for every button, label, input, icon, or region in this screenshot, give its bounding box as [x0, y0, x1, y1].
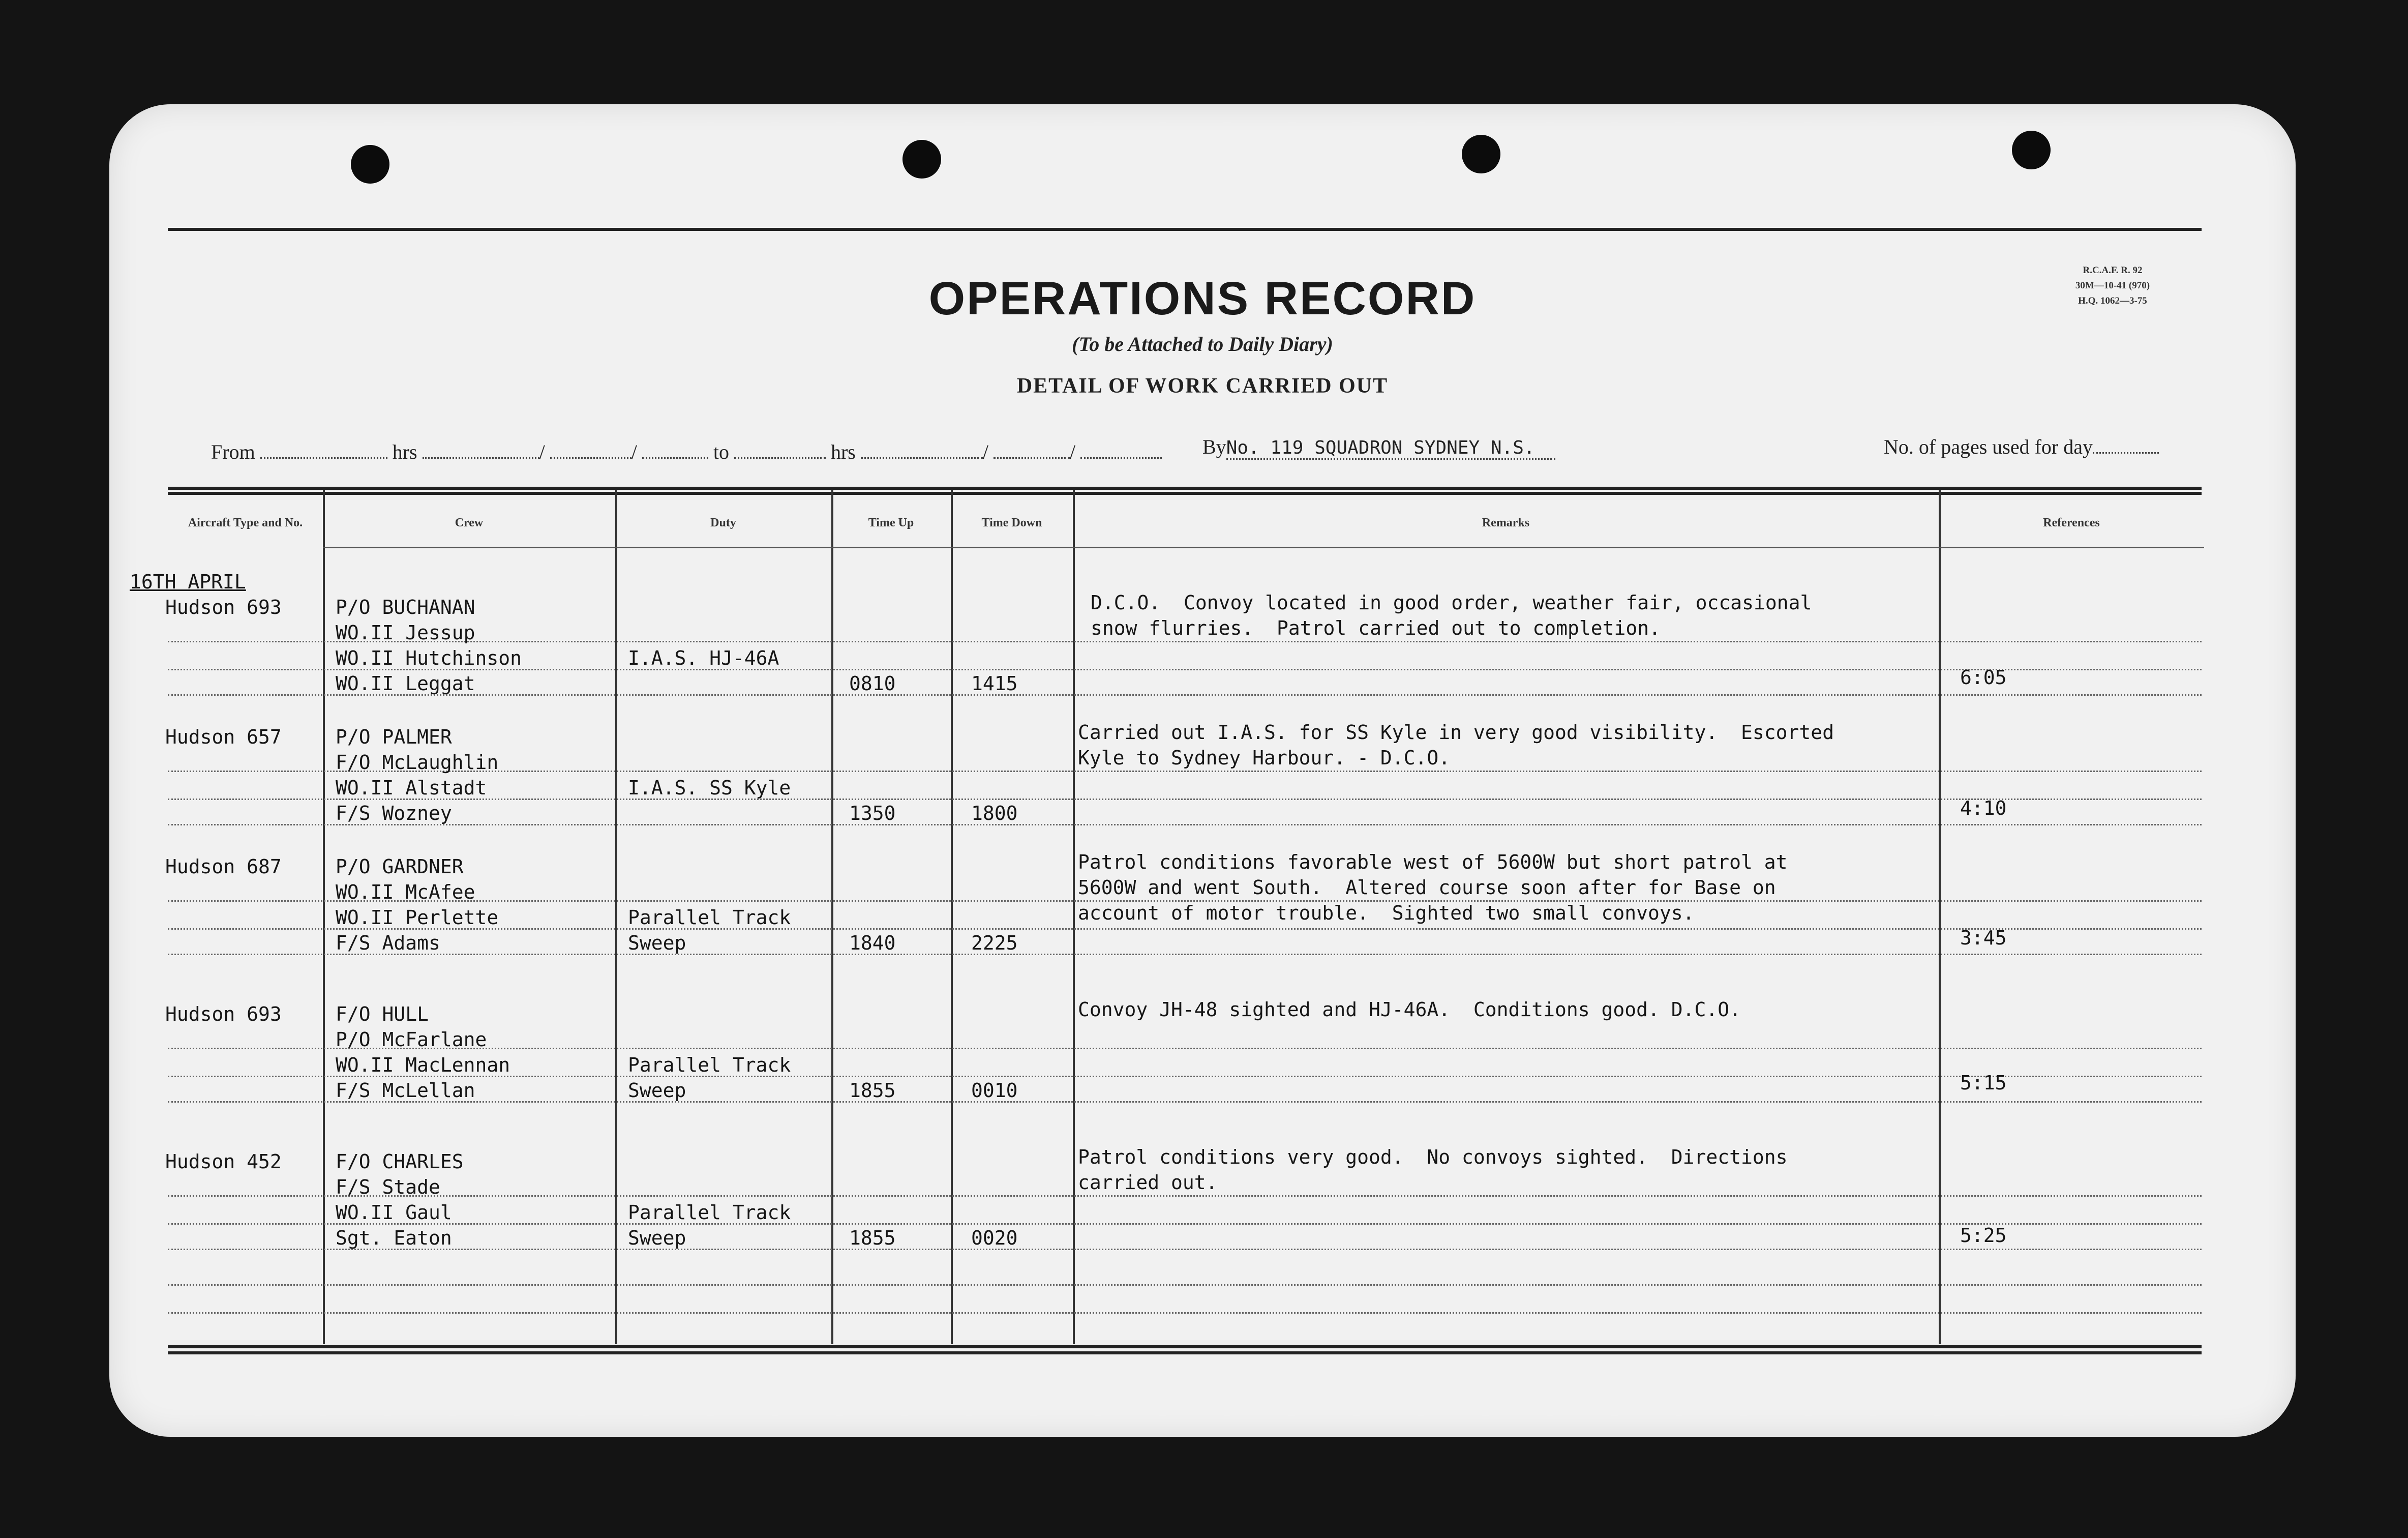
punch-hole [1462, 135, 1500, 173]
time-up-cell: 1350 [849, 802, 896, 824]
duty-cell: I.A.S. SS Kyle [628, 777, 791, 799]
form-code-line: 30M—10-41 (970) [2075, 280, 2150, 291]
aircraft-cell: Hudson 693 [165, 596, 282, 618]
from-field [260, 452, 387, 459]
crew-cell: F/O McLaughlin [336, 751, 499, 774]
remarks-line: Patrol conditions favorable west of 5600W but short patrol at [1078, 851, 1788, 873]
header-aircraft: Aircraft Type and No. [188, 516, 303, 529]
table-bottom-rule [168, 1351, 2202, 1354]
time-down-cell: 1800 [971, 802, 1018, 824]
top-rule [168, 228, 2202, 231]
header-duty: Duty [710, 516, 736, 529]
time-up-cell: 1855 [849, 1227, 896, 1249]
crew-cell: WO.II Hutchinson [336, 647, 522, 669]
punch-hole [902, 140, 941, 179]
from-line: From hrs / / to hrs / / [211, 440, 1162, 464]
crew-cell: Sgt. Eaton [336, 1227, 452, 1249]
crew-cell: F/O HULL [336, 1003, 429, 1025]
remarks-line: account of motor trouble. Sighted two small convoys. [1078, 902, 1695, 924]
from-year-field [642, 452, 708, 459]
duty-cell: I.A.S. HJ-46A [628, 647, 779, 669]
row-guide [168, 1284, 2202, 1286]
aircraft-cell: Hudson 657 [165, 726, 282, 748]
row-guide [168, 824, 2202, 825]
reference-cell: 3:45 [1960, 927, 2007, 949]
from-label: From [211, 440, 255, 463]
header-time-up: Time Up [868, 516, 914, 529]
time-down-cell: 0010 [971, 1079, 1018, 1102]
squadron-value: No. 119 SQUADRON SYDNEY N.S. [1226, 437, 1555, 460]
table-bottom-rule [168, 1345, 2202, 1348]
punch-hole [351, 145, 389, 184]
section-heading: DETAIL OF WORK CARRIED OUT [1016, 374, 1389, 398]
remarks-cell [1078, 720, 1834, 771]
reference-cell: 5:15 [1960, 1072, 2007, 1094]
crew-cell: P/O PALMER [336, 726, 452, 748]
by-label: By [1202, 435, 1226, 458]
crew-cell: WO.II Perlette [336, 906, 499, 929]
remarks-line: D.C.O. Convoy located in good order, weather fair, occasional [1091, 591, 1812, 614]
remarks-line: Kyle to Sydney Harbour. - D.C.O. [1078, 747, 1451, 769]
form-subtitle: (To be Attached to Daily Diary) [1072, 333, 1333, 356]
remarks-cell [1078, 997, 1741, 1022]
date-label: 16TH APRIL [130, 571, 246, 593]
remarks-cell [1078, 849, 1788, 926]
column-divider [1073, 490, 1075, 1344]
hrs-label: hrs [830, 440, 856, 463]
column-divider [323, 490, 325, 1344]
punch-hole [2012, 131, 2051, 169]
header-remarks: Remarks [1482, 516, 1530, 529]
duty-cell: Sweep [628, 1227, 686, 1249]
reference-cell: 4:10 [1960, 797, 2007, 819]
column-divider [1939, 490, 1941, 1344]
by-line [1202, 435, 1555, 459]
crew-cell: WO.II McAfee [336, 881, 475, 903]
form-title: OPERATIONS RECORD [928, 273, 1477, 324]
remarks-cell [1091, 590, 1812, 641]
remarks-line: 5600W and went South. Altered course soon after for Base on [1078, 876, 1776, 899]
to-field [734, 452, 826, 459]
remarks-line: Carried out I.A.S. for SS Kyle in very good visibility. Escorted [1078, 721, 1834, 744]
crew-cell: WO.II Gaul [336, 1201, 452, 1224]
reference-cell: 5:25 [1960, 1224, 2007, 1247]
time-down-cell: 2225 [971, 932, 1018, 954]
crew-cell: F/S McLellan [336, 1079, 475, 1102]
reference-cell: 6:05 [1960, 666, 2007, 689]
pages-label: No. of pages used for day [1884, 435, 2093, 458]
duty-cell: Sweep [628, 932, 686, 954]
table-top-rule [168, 492, 2202, 495]
duty-cell: Parallel Track [628, 1054, 791, 1076]
remarks-line: carried out. [1078, 1171, 1218, 1194]
crew-cell: WO.II Leggat [336, 672, 475, 695]
header-rule [323, 547, 2204, 548]
to-day-field [861, 452, 983, 459]
aircraft-cell: Hudson 693 [165, 1003, 282, 1025]
crew-cell: F/S Stade [336, 1176, 440, 1198]
remarks-line: Patrol conditions very good. No convoys sighted. Directions [1078, 1146, 1788, 1168]
to-month-field [994, 452, 1070, 459]
crew-cell: P/O BUCHANAN [336, 596, 475, 618]
crew-cell: F/S Wozney [336, 802, 452, 824]
hrs-label: hrs [392, 440, 417, 463]
header-crew: Crew [455, 516, 484, 529]
aircraft-cell: Hudson 687 [165, 855, 282, 878]
crew-cell: WO.II Alstadt [336, 777, 487, 799]
row-guide [168, 1195, 2202, 1197]
time-up-cell: 0810 [849, 672, 896, 695]
operations-record-card [109, 104, 2296, 1437]
row-guide [168, 1249, 2202, 1250]
time-down-cell: 1415 [971, 672, 1018, 695]
from-day-field [423, 452, 539, 459]
pages-field [2093, 447, 2159, 454]
remarks-line: Convoy JH-48 sighted and HJ-46A. Conditions good. D.C.O. [1078, 998, 1741, 1021]
to-label: to [713, 440, 729, 463]
duty-cell: Sweep [628, 1079, 686, 1102]
crew-cell: WO.II Jessup [336, 622, 475, 644]
time-down-cell: 0020 [971, 1227, 1018, 1249]
time-up-cell: 1855 [849, 1079, 896, 1102]
crew-cell: WO.II MacLennan [336, 1054, 510, 1076]
row-guide [168, 1312, 2202, 1314]
time-up-cell: 1840 [849, 932, 896, 954]
form-code-line: H.Q. 1062—3-75 [2078, 295, 2147, 306]
column-divider [951, 490, 953, 1344]
aircraft-cell: Hudson 452 [165, 1150, 282, 1173]
column-divider [831, 490, 833, 1344]
remarks-cell [1078, 1144, 1788, 1195]
header-references: References [2043, 516, 2100, 529]
form-code [2031, 263, 2194, 309]
remarks-line: snow flurries. Patrol carried out to completion. [1091, 617, 1661, 639]
crew-cell: P/O GARDNER [336, 855, 464, 878]
form-code-line: R.C.A.F. R. 92 [2083, 265, 2143, 276]
header-time-down: Time Down [981, 516, 1042, 529]
to-year-field [1080, 452, 1162, 459]
duty-cell: Parallel Track [628, 906, 791, 929]
crew-cell: P/O McFarlane [336, 1028, 487, 1051]
pages-line [1884, 435, 2159, 459]
crew-cell: F/S Adams [336, 932, 440, 954]
column-divider [615, 490, 617, 1344]
row-guide [168, 954, 2202, 955]
crew-cell: F/O CHARLES [336, 1150, 464, 1173]
from-month-field [550, 452, 631, 459]
duty-cell: Parallel Track [628, 1201, 791, 1224]
table-top-rule [168, 487, 2202, 490]
row-guide [168, 1223, 2202, 1225]
